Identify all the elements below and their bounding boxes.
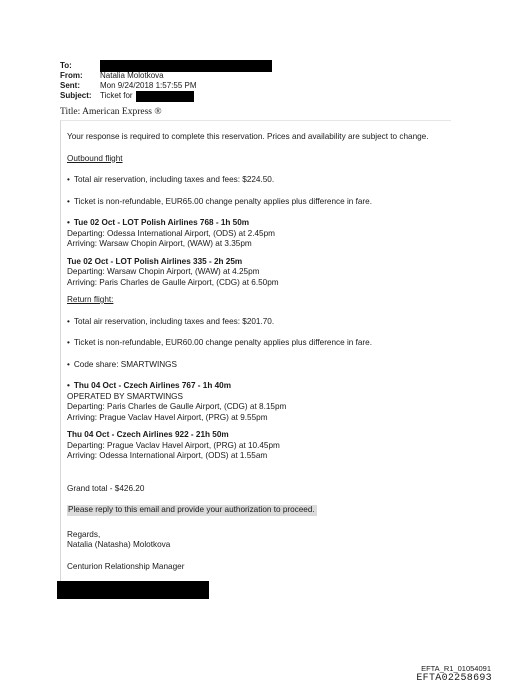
to-row (60, 61, 272, 71)
intro-text: Your response is required to complete this reservation. Prices and availability are subject to change. (67, 132, 429, 141)
flight-arriving: Arriving: Odessa International Airport, (ODS) at 1.55am (67, 451, 268, 460)
return-total: • Total air reservation, including taxes and fees: $201.70. (67, 317, 447, 328)
redacted-subject (136, 91, 194, 102)
from-label: From: (60, 71, 83, 80)
subject-row (60, 91, 272, 101)
outbound-total: • Total air reservation, including taxes and fees: $224.50. (67, 175, 447, 186)
flight-title: • Thu 04 Oct - Czech Airlines 767 - 1h 40m (67, 381, 447, 392)
flight-departing: Departing: Odessa International Airport, (ODS) at 2.45pm (67, 228, 275, 238)
flight-segment (67, 257, 447, 289)
bates-number: EFTA02258693 (416, 673, 492, 684)
flight-segment (67, 430, 447, 462)
outbound-refund: • Ticket is non-refundable, EUR65.00 change penalty applies plus difference in fare. (67, 197, 447, 208)
return-refund: • Ticket is non-refundable, EUR60.00 change penalty applies plus difference in fare. (67, 338, 447, 349)
sent-label: Sent: (60, 81, 80, 90)
reply-request: Please reply to this email and provide your authorization to proceed. (68, 505, 315, 514)
email-header (60, 61, 272, 101)
flight-title: Thu 04 Oct - Czech Airlines 922 - 21h 50m (67, 430, 229, 439)
regards-text: Regards, (67, 529, 101, 539)
signature-title: Centurion Relationship Manager (67, 561, 185, 571)
flight-arriving: Arriving: Warsaw Chopin Airport, (WAW) at 3.35pm (67, 239, 252, 248)
return-heading: Return flight: (67, 295, 114, 304)
to-label: To: (60, 61, 72, 70)
flight-departing: Departing: Paris Charles de Gaulle Airport, (CDG) at 8.15pm (67, 402, 287, 411)
message-body (67, 132, 447, 572)
flight-title: • Tue 02 Oct - LOT Polish Airlines 768 - 1h 50m (67, 218, 447, 229)
sent-row (60, 81, 272, 91)
flight-segment (67, 381, 447, 423)
flight-arriving: Arriving: Prague Vaclav Havel Airport, (PRG) at 9.55pm (67, 412, 268, 422)
flight-title: Tue 02 Oct - LOT Polish Airlines 335 - 2h 25m (67, 256, 243, 266)
flight-departing: Departing: Prague Vaclav Havel Airport, (PRG) at 10.45pm (67, 440, 280, 450)
subject-value: Ticket for (100, 91, 133, 100)
from-row (60, 71, 272, 81)
redacted-footer (57, 581, 209, 599)
flight-departing: Departing: Warsaw Chopin Airport, (WAW) at 4.25pm (67, 267, 260, 276)
codeshare-text: • Code share: SMARTWINGS (67, 360, 447, 371)
grand-total: Grand total - $426.20 (67, 483, 145, 493)
subject-label: Subject: (60, 91, 92, 100)
flight-segment (67, 218, 447, 250)
document-title: Title: American Express ® (60, 107, 162, 117)
sent-value: Mon 9/24/2018 1:57:55 PM (100, 81, 197, 90)
flight-operated: OPERATED BY SMARTWINGS (67, 391, 184, 401)
from-value: Natalia Molotkova (100, 71, 164, 80)
reference-stamp: EFTA_R1_01054091 (421, 664, 491, 673)
outbound-heading: Outbound flight (67, 153, 123, 163)
signature-name: Natalia (Natasha) Molotkova (67, 540, 171, 549)
flight-arriving: Arriving: Paris Charles de Gaulle Airport, (CDG) at 6.50pm (67, 277, 279, 287)
